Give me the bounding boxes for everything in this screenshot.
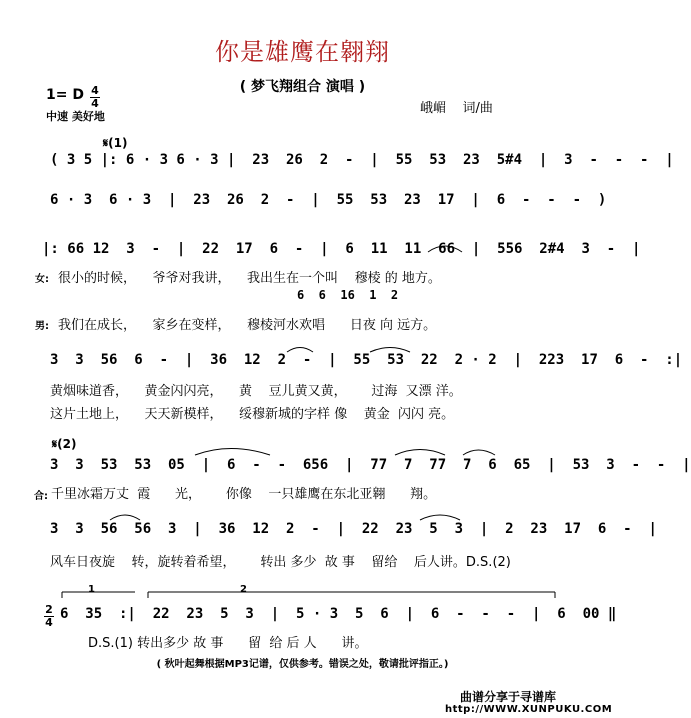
volta-2-label: 2 <box>240 584 247 595</box>
song-title: 你是雄鹰在翱翔 <box>215 38 390 66</box>
time-signature-2-top: 2 <box>45 603 53 616</box>
score-line-8: 6 35 :| 22 23 5 3 | 5 · 3 5 6 | 6 - - - | 6 00 ‖ <box>60 606 617 622</box>
time-signature-top: 4 <box>91 84 99 97</box>
score-line-5: 3 3 56 6 - | 36 12 2 - | 55 53 22 2 · 2 | 223 17 6 - :| <box>50 352 683 368</box>
slur-mark <box>420 515 460 520</box>
lyrics-verse-a: 黄烟味道香， 黄金闪闪亮， 黄 豆儿黄又黄， 过海 又漂 洋。 <box>50 384 462 399</box>
lyrics-line-7: 风车日夜旋 转，旋转着希望， 转出 多少 故 事 留给 后人讲。D.S.(2) <box>50 555 511 570</box>
score-line-3: |: 66 12 3 - | 22 17 6 - | 6 11 11 66 | 556 2#4 3 - | <box>42 241 641 257</box>
tempo-marking: 中速 美好地 <box>46 110 105 123</box>
lyrics-male: 我们在成长， 家乡在变样， 穆棱河水欢唱 日夜 向 远方。 <box>58 318 437 333</box>
score-line-1: ( 3 5 |: 6 · 3 6 · 3 | 23 26 2 - | 55 53 23 5#4 | 3 - - - | <box>50 152 674 168</box>
slur-mark <box>395 450 445 456</box>
performer-subtitle: ( 梦飞翔组合 演唱 ) <box>239 79 366 95</box>
slur-mark <box>195 449 270 456</box>
time-signature-bottom: 4 <box>91 97 99 110</box>
score-line-6: 3 3 53 53 05 | 6 - - 656 | 77 7 77 7 6 65 | 53 3 - - | <box>50 457 691 473</box>
score-line-2: 6 · 3 6 · 3 | 23 26 2 - | 55 53 23 17 | 6 - - - ) <box>50 192 607 208</box>
author-credit: 峨嵋 词/曲 <box>420 101 493 116</box>
transcription-note: ( 秋叶起舞根据MP3记谱，仅供参考。错误之处，敬请批评指正。) <box>156 659 449 670</box>
lyrics-verse-b: 这片土地上， 天天新模样， 绥穆新城的字样 像 黄金 闪闪 亮。 <box>50 407 455 422</box>
lyrics-female: 很小的时候， 爷爷对我讲， 我出生在一个叫 穆棱 的 地方。 <box>58 271 441 286</box>
slur-mark <box>463 450 495 455</box>
volta-1-label: 1 <box>88 584 95 595</box>
male-label: 男: <box>35 321 49 332</box>
score-line-7: 3 3 56 56 3 | 36 12 2 - | 22 23 5 3 | 2 23 17 6 - | <box>50 521 657 537</box>
lyrics-chorus: 千里冰霜万丈 霞 光， 你像 一只雄鹰在东北亚翱 翔。 <box>51 487 437 502</box>
chorus-label: 合: <box>34 491 48 502</box>
watermark-url: http://WWW.XUNPUKU.COM <box>445 704 613 715</box>
key-signature: 1= D <box>46 87 84 103</box>
lyrics-line-8: D.S.(1) 转出多少 故 事 留 给 后 人 讲。 <box>88 636 368 651</box>
segno-sign-1: 𝄋(1) <box>103 136 128 150</box>
segno-sign-2: 𝄋(2) <box>52 437 77 451</box>
watermark-title: 曲谱分享于寻谱库 <box>460 690 557 704</box>
slur-mark <box>110 515 140 520</box>
time-signature-2-bottom: 4 <box>45 616 53 629</box>
female-label: 女: <box>35 274 49 285</box>
score-line-4: 6 6 16 1 2 <box>297 288 399 302</box>
